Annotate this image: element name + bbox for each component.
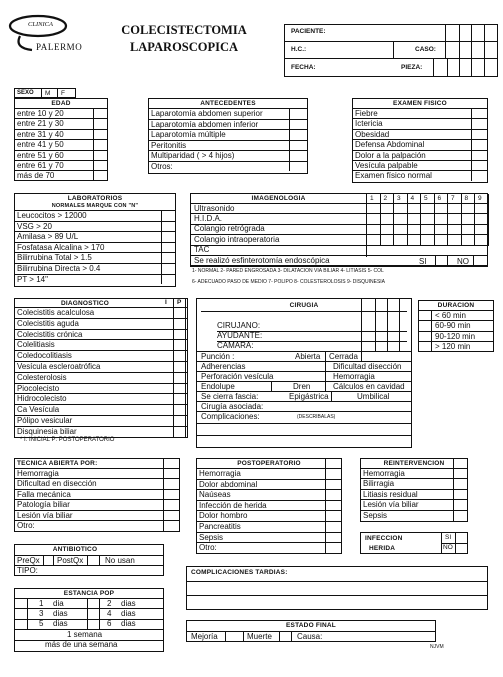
examen-item-label: Vesícula palpable <box>355 161 418 170</box>
caso-label: CASO: <box>415 46 436 53</box>
edad-box <box>14 98 108 181</box>
epigastrica-option[interactable]: Epigástrica <box>289 392 329 401</box>
lab-item-label: Bilirrubina Directa > 0.4 <box>17 264 101 273</box>
paciente-label: PACIENTE: <box>291 28 326 35</box>
diag-item-row[interactable] <box>15 350 187 361</box>
lab-item-label: Bilirrubina Total > 1.5 <box>17 253 92 263</box>
diag-item-row[interactable] <box>15 415 187 426</box>
imagen-col-number: 3 <box>397 195 401 202</box>
perforacion-option[interactable]: Perforación vesícula <box>201 372 274 381</box>
antecedentes-item-label: Laparotomía múltiple <box>151 130 226 139</box>
antecedentes-item-label: Peritonitis <box>151 140 187 150</box>
antecedentes-item-label: Multiparidad ( > 4 hijos) <box>151 151 235 160</box>
antecedentes-item-row[interactable] <box>149 140 307 151</box>
edad-item-row[interactable] <box>15 150 107 160</box>
cirugia-title: CIRUGIA <box>289 302 319 309</box>
diag-item-row[interactable] <box>15 329 187 340</box>
hemorragia-option[interactable]: Hemorragia <box>333 372 375 381</box>
tecnica-item-row[interactable] <box>15 510 179 520</box>
lab-item-row[interactable] <box>15 274 175 285</box>
lab-item-label: PT > 14" <box>17 274 48 284</box>
lab-subtitle: NORMALES MARQUE CON "N" <box>51 203 139 209</box>
tecnica-title: TECNICA ABIERTA POR: <box>17 460 98 467</box>
umbilical-option[interactable]: Umbilical <box>357 392 390 401</box>
antecedentes-item-label: Otros: <box>151 161 173 171</box>
postop-item-label: Otro: <box>199 543 217 553</box>
lab-item-label: Fosfatasa Alcalina > 170 <box>17 242 105 252</box>
infeccion-title: INFECCION <box>365 535 403 542</box>
complicaciones-label: Complicaciones: <box>201 412 260 421</box>
estancia-title: ESTANCIA POP <box>63 590 115 597</box>
postop-item-label: Hemorragia <box>199 469 241 478</box>
imagen-legend2: 6- ADECUADO PASO DE MEDIO 7- POLIPO 8- COLESTEROLOSIS 9- DISQUINESIA <box>192 279 386 285</box>
postop-item-row[interactable] <box>197 500 341 511</box>
estancia-cell[interactable]: 5 <box>39 619 44 629</box>
diag-item-label: Hidrocolecisto <box>17 394 67 404</box>
describalas-label: (DESCRIBALAS) <box>297 414 336 420</box>
duracion-item-label: 60-90 min <box>435 321 471 331</box>
esfinterotomia-si[interactable]: SI <box>419 256 427 266</box>
duracion-box <box>418 300 494 352</box>
examen-item-row[interactable] <box>353 170 487 180</box>
laboratorios-box <box>14 193 176 287</box>
edad-item-label: entre 21 y 30 <box>17 119 64 129</box>
diag-item-label: Colecistitis aguda <box>17 318 79 328</box>
antecedentes-item-label: Laparotomía abdomen superior <box>151 109 263 118</box>
sexo-f[interactable]: F <box>61 90 65 97</box>
estancia-cell[interactable]: dias <box>121 608 136 618</box>
diag-item-row[interactable] <box>15 393 187 404</box>
imagen-item-label[interactable]: Colangio intraoperatoria <box>194 234 280 244</box>
duracion-item-label: 90-120 min <box>435 331 476 341</box>
reintervencion-box <box>360 458 468 522</box>
lab-item-row[interactable] <box>15 263 175 274</box>
tipo-label: TIPO: <box>17 566 38 575</box>
imagen-col-number: 6 <box>437 195 442 202</box>
nousan-option[interactable]: No usan <box>105 556 135 565</box>
imagen-legend1: 1- NORMAL 2- PARED ENGROSADA 3- DILATACION VIA BILIAR 4- LITIASIS 5- COL <box>192 268 384 274</box>
estancia-cell[interactable]: dias <box>53 608 68 618</box>
edad-item-label: entre 10 y 20 <box>17 109 64 118</box>
estancia-cell[interactable]: 6 <box>107 619 112 629</box>
estancia-cell[interactable]: dias <box>121 598 136 608</box>
edad-item-label: entre 31 y 40 <box>17 129 64 139</box>
diag-item-label: Colecistitis acalculosa <box>17 308 95 317</box>
sexo-box <box>14 88 76 98</box>
examen-box <box>352 98 488 183</box>
esfinterotomia-no[interactable]: NO <box>457 256 469 266</box>
signature: NJVM <box>430 644 444 650</box>
title-line2: LAPAROSCOPICA <box>129 40 239 54</box>
lab-item-row[interactable] <box>15 210 175 221</box>
imagen-col-number: 9 <box>478 195 482 202</box>
examen-item-label: Examen físico normal <box>355 171 432 181</box>
postop-item-label: Dolor hombro <box>199 511 248 521</box>
cirugia-box <box>196 298 412 448</box>
adherencias-option[interactable]: Adherencias <box>201 362 246 371</box>
reint-item-label: Sepsis <box>363 510 388 520</box>
dren-option[interactable]: Dren <box>293 382 311 391</box>
antecedentes-box <box>148 98 308 174</box>
patient-box <box>284 24 498 77</box>
mejoria-option[interactable]: Mejoría <box>191 632 218 641</box>
fascia-label: Se cierra fascia: <box>201 392 259 401</box>
lab-item-row[interactable] <box>15 252 175 263</box>
clinic-logo <box>6 8 92 54</box>
estancia-cell[interactable]: dia <box>53 598 64 608</box>
examen-item-row[interactable] <box>353 139 487 149</box>
estancia-semana[interactable]: 1 semana <box>67 629 103 639</box>
dificultad-option[interactable]: Dificultad disección <box>333 362 402 371</box>
postop-item-row[interactable] <box>197 542 341 553</box>
diag-title: DIAGNOSTICO <box>60 300 110 307</box>
reint-item-label: Lesión vía biliar <box>363 500 419 510</box>
diag-item-row[interactable] <box>15 372 187 383</box>
estancia-mas[interactable]: más de una semana <box>45 640 118 650</box>
endolupe-option[interactable]: Endolupe <box>201 382 235 391</box>
preqx-option[interactable]: PreQx <box>17 556 40 565</box>
antecedentes-item-label: Laparotomía abdomen inferior <box>151 119 259 129</box>
edad-item-row[interactable] <box>15 139 107 149</box>
antibiotico-box <box>14 544 164 576</box>
diag-item-row[interactable] <box>15 307 187 318</box>
muerte-option[interactable]: Muerte <box>247 632 272 641</box>
postop-item-row[interactable] <box>197 521 341 532</box>
cirujano-label: CIRUJANO: <box>217 321 261 330</box>
estancia-cell[interactable]: 1 <box>39 598 44 608</box>
postop-item-label: Dolor abdominal <box>199 479 258 489</box>
reint-item-row[interactable] <box>361 478 467 488</box>
reint-item-row[interactable] <box>361 499 467 509</box>
examen-item-label: Defensa Abdominal <box>355 140 425 150</box>
edad-item-row[interactable] <box>15 108 107 118</box>
sexo-label: SEXO <box>17 90 34 96</box>
diag-item-row[interactable] <box>15 383 187 394</box>
postop-item-label: Infección de herida <box>199 500 267 510</box>
reint-item-row[interactable] <box>361 468 467 478</box>
tecnica-item-label: Lesión vía biliar <box>17 510 73 520</box>
reint-item-row[interactable] <box>361 510 467 520</box>
estancia-cell[interactable]: dias <box>53 619 68 629</box>
estancia-cell[interactable]: 3 <box>39 608 44 618</box>
tecnica-item-row[interactable] <box>15 520 179 530</box>
antibiotico-title: ANTIBIOTICO <box>52 546 98 553</box>
tecnica-item-label: Dificultad en disección <box>17 479 97 489</box>
sexo-m[interactable]: M <box>45 90 51 97</box>
tecnica-item-row[interactable] <box>15 468 179 478</box>
abierta-option[interactable]: Abierta <box>295 352 321 361</box>
diag-item-label: Colecistitis crónica <box>17 329 83 339</box>
lab-item-label: Leucocitos > 12000 <box>17 211 87 220</box>
diag-item-row[interactable] <box>15 339 187 350</box>
diagnostico-box <box>14 298 188 438</box>
antecedentes-item-row[interactable] <box>149 119 307 130</box>
lab-title: LABORATORIOS <box>67 195 123 202</box>
reint-item-label: Litiasis residual <box>363 489 418 499</box>
antecedentes-item-row[interactable] <box>149 108 307 119</box>
logo-line1: CLINICA <box>28 21 53 28</box>
reint-item-row[interactable] <box>361 489 467 499</box>
imagen-col-number: 5 <box>424 195 428 202</box>
duracion-item-label: < 60 min <box>435 311 466 320</box>
estado-box <box>186 620 436 642</box>
imagen-item-label[interactable]: TAC <box>194 245 210 255</box>
lab-item-label: VSG > 20 <box>17 221 52 231</box>
diag-item-row[interactable] <box>15 404 187 415</box>
imagen-item-label[interactable]: Se realizó esfinterotomía endoscópica <box>194 255 330 265</box>
postop-item-row[interactable] <box>197 489 341 500</box>
tecnica-item-label: Falla mecánica <box>17 489 71 499</box>
diag-item-row[interactable] <box>15 361 187 372</box>
examen-item-label: Ictericia <box>355 119 383 129</box>
edad-item-row[interactable] <box>15 170 107 180</box>
tecnica-item-row[interactable] <box>15 489 179 499</box>
postop-item-row[interactable] <box>197 479 341 490</box>
duracion-title: DURACION <box>437 302 475 309</box>
diag-item-label: Colesterolosis <box>17 372 67 382</box>
imagen-col-number: 2 <box>383 195 388 202</box>
imagen-col-number: 1 <box>370 195 374 202</box>
reint-title: REINTERVENCION <box>383 460 445 467</box>
diag-item-label: Disquinesia biliar <box>17 426 77 436</box>
postqx-option[interactable]: PostQx <box>57 556 84 565</box>
imagen-item-label[interactable]: Colangio retrógrada <box>194 224 265 234</box>
antecedentes-item-row[interactable] <box>149 161 307 172</box>
hc-label: H.C.: <box>291 46 307 53</box>
estado-title: ESTADO FINAL <box>286 622 336 629</box>
infeccion-no[interactable]: NO <box>443 544 453 551</box>
diag-item-label: Colelitiasis <box>17 340 55 350</box>
form-title <box>114 22 254 56</box>
postop-item-label: Sepsis <box>199 532 224 542</box>
tecnica-item-label: Patología biliar <box>17 500 70 510</box>
estancia-box <box>14 588 164 652</box>
reint-item-label: Hemorragia <box>363 469 405 478</box>
camara-label: CAMARA: <box>217 341 254 350</box>
postop-box <box>196 458 342 554</box>
estancia-cell[interactable]: 2 <box>107 598 112 608</box>
postop-item-row[interactable] <box>197 510 341 521</box>
duracion-item-label: > 120 min <box>435 342 471 352</box>
postop-item-label: Pancreatitis <box>199 522 241 531</box>
pieza-label: PIEZA: <box>401 64 423 71</box>
title-line1: COLECISTECTOMIA <box>121 23 247 37</box>
examen-item-row[interactable] <box>353 118 487 128</box>
ayudante-label: AYUDANTE: <box>217 331 263 340</box>
edad-item-label: entre 61 y 70 <box>17 161 64 170</box>
examen-item-label: Obesidad <box>355 129 390 139</box>
edad-item-label: entre 51 y 60 <box>17 150 64 160</box>
antecedentes-title: ANTECEDENTES <box>200 100 256 107</box>
tecnica-item-row[interactable] <box>15 478 179 488</box>
imagen-col-number: 4 <box>410 195 415 202</box>
edad-item-row[interactable] <box>15 129 107 139</box>
imagen-col-number: 7 <box>451 195 455 202</box>
logo-line2: PALERMO <box>36 42 83 52</box>
fecha-label: FECHA: <box>291 64 316 71</box>
estancia-cell[interactable]: 4 <box>107 608 112 618</box>
imagen-col-number: 8 <box>464 195 469 202</box>
lab-item-row[interactable] <box>15 221 175 232</box>
lab-item-row[interactable] <box>15 242 175 253</box>
edad-item-label: más de 70 <box>17 171 55 181</box>
compl-tardias-box <box>186 566 488 610</box>
causa-label: Causa: <box>297 632 323 641</box>
imagen-item-label[interactable]: Ultrasonido <box>194 203 235 213</box>
cerrada-option[interactable]: Cerrada <box>329 352 358 361</box>
diag-item-label: Ca Vesícula <box>17 405 60 415</box>
tecnica-item-label: Otro: <box>17 521 35 530</box>
diag-item-label: Coledocolitiasis <box>17 351 72 361</box>
lab-item-row[interactable] <box>15 231 175 242</box>
diag-p-label: P <box>177 299 182 306</box>
imagen-title: IMAGENOLOGIA <box>251 195 306 202</box>
infeccion-box <box>360 532 468 554</box>
edad-item-label: entre 41 y 50 <box>17 140 64 150</box>
puncion-label: Punción : <box>201 352 235 361</box>
calculos-option[interactable]: Cálculos en cavidad <box>333 382 405 391</box>
infeccion-si[interactable]: SI <box>445 534 452 541</box>
imagen-item-label[interactable]: H.I.D.A. <box>194 213 223 223</box>
postop-item-row[interactable] <box>197 468 341 479</box>
reint-item-label: Bilirragia <box>363 479 395 489</box>
tecnica-item-label: Hemorragia <box>17 469 59 478</box>
examen-item-label: Dolor a la palpación <box>355 150 426 160</box>
diag-note: * I: INICIAL P: POSTOPERATORIO <box>20 437 115 443</box>
examen-item-row[interactable] <box>353 129 487 139</box>
postop-title: POSTOPERATORIO <box>237 460 301 467</box>
antecedentes-item-row[interactable] <box>149 129 307 140</box>
postop-item-row[interactable] <box>197 532 341 543</box>
herida-label: HERIDA <box>369 545 396 552</box>
edad-item-row[interactable] <box>15 160 107 170</box>
examen-title: EXAMEN FISICO <box>393 100 447 107</box>
antecedentes-item-row[interactable] <box>149 150 307 161</box>
diag-item-row[interactable] <box>15 426 187 437</box>
tecnica-box <box>14 458 180 532</box>
compl-tardias-title: COMPLICACIONES TARDIAS: <box>191 569 288 576</box>
asociada-label: Cirugía asociada: <box>201 402 264 411</box>
diag-i-label: I <box>165 299 167 306</box>
tecnica-item-row[interactable] <box>15 499 179 509</box>
examen-item-row[interactable] <box>353 160 487 170</box>
examen-item-row[interactable] <box>353 150 487 160</box>
examen-item-row[interactable] <box>353 108 487 118</box>
examen-item-label: Fiebre <box>355 109 378 118</box>
lab-item-label: Amilasa > 89 U/L <box>17 232 79 242</box>
edad-title: EDAD <box>51 100 71 107</box>
diag-item-label: Pólipo vesicular <box>17 416 73 425</box>
estancia-cell[interactable]: dias <box>121 619 136 629</box>
diag-item-label: Vesícula escleroatrófica <box>17 362 101 371</box>
edad-item-row[interactable] <box>15 118 107 128</box>
imagenologia-box <box>190 193 488 267</box>
diag-item-label: Piocolecisto <box>17 383 60 393</box>
diag-item-row[interactable] <box>15 318 187 329</box>
postop-item-label: Naúseas <box>199 490 231 500</box>
